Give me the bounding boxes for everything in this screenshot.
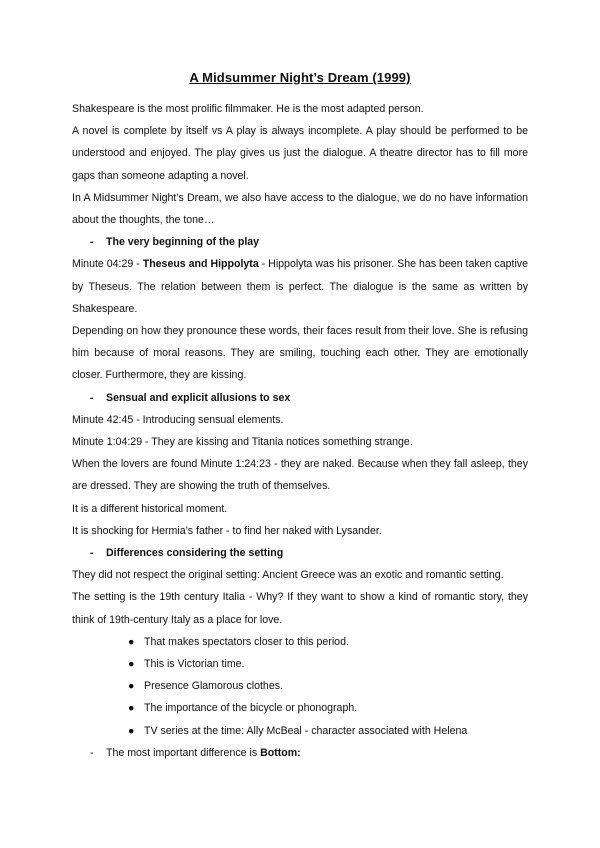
- section-heading-text: The very beginning of the play: [106, 236, 260, 249]
- timestamp-text: Minute 04:29 -: [72, 258, 143, 271]
- section-heading-text: Differences considering the setting: [106, 547, 284, 560]
- list-item: ● TV series at the time: Ally McBeal - character associated with Helena: [72, 720, 528, 742]
- section2-line-2: Minute 1:04:29 - They are kissing and Titania notices something strange.: [72, 436, 413, 449]
- section-heading-beginning: [72, 231, 528, 253]
- section-heading-bottom: [72, 742, 528, 764]
- list-item: ● That makes spectators closer to this period.: [72, 631, 528, 653]
- bullet-icon: ●: [128, 702, 135, 715]
- section-heading-sensual: [72, 387, 528, 409]
- list-item: ● Presence Glamorous clothes.: [72, 675, 528, 697]
- section-heading-text: Sensual and explicit allusions to sex: [106, 391, 291, 404]
- page-title: A Midsummer Night’s Dream (1999): [189, 70, 411, 85]
- list-item: ● This is Victorian time.: [72, 653, 528, 675]
- dash-marker: -: [90, 547, 94, 560]
- list-item: ● The importance of the bicycle or phonograph.: [72, 697, 528, 719]
- paragraph-text: The most important difference is: [106, 746, 261, 759]
- paragraph-text: - Hippolyta was his prisoner. She has been taken captive by Theseus. The relation between them is perfect. The dialogue is the same as written by Shakespeare.: [72, 258, 528, 315]
- bullet-list: [72, 631, 528, 742]
- dash-marker: -: [90, 391, 94, 404]
- section2-line-3: When the lovers are found Minute 1:24:23 - they are naked. Because when they fall asleep, they are dressed. They are showing the truth of themselves.: [72, 458, 528, 493]
- intro-paragraph-1: Shakespeare is the most prolific filmmaker. He is the most adapted person.: [72, 103, 424, 115]
- section2-line-1: Minute 42:45 - Introducing sensual elements.: [72, 413, 284, 426]
- intro-paragraph-3: In A Midsummer Night’s Dream, we also have access to the dialogue, we do no have information about the thoughts, the tone…: [72, 191, 528, 227]
- bold-characters: Theseus and Hippolyta: [142, 258, 259, 271]
- intro-paragraph-2: A novel is complete by itself vs A play is always incomplete. A play should be performed to be understood and enjoyed. The play gives us just the dialogue. A theatre director has to fill more gaps than someone adapting a novel.: [72, 125, 528, 182]
- bullet-icon: ●: [128, 724, 135, 737]
- section1-paragraph-2: Depending on how they pronounce these words, their faces result from their love. She is refusing him because of moral reasons. They are smiling, touching each other. They are emotionally closer. Furthermore, they are kissing.: [72, 325, 528, 382]
- bullet-icon: ●: [128, 635, 135, 648]
- section2-line-5: It is shocking for Hermia’s father - to find her naked with Lysander.: [72, 524, 382, 537]
- dash-marker: -: [90, 746, 94, 759]
- section-heading-setting: [72, 542, 528, 564]
- bold-text: Bottom:: [260, 746, 301, 759]
- section2-line-4: It is a different historical moment.: [72, 502, 228, 515]
- section3-paragraph-2: The setting is the 19th century Italia - Why? If they want to show a kind of romantic story, they think of 19th-century Italy as a place for love.: [72, 591, 528, 626]
- document-body: [72, 98, 528, 764]
- dash-marker: -: [90, 236, 94, 249]
- section1-paragraph-1: [72, 253, 528, 320]
- bullet-icon: ●: [128, 658, 135, 671]
- section3-paragraph-1: They did not respect the original setting: Ancient Greece was an exotic and romantic setting.: [72, 569, 504, 582]
- bullet-icon: ●: [128, 680, 135, 693]
